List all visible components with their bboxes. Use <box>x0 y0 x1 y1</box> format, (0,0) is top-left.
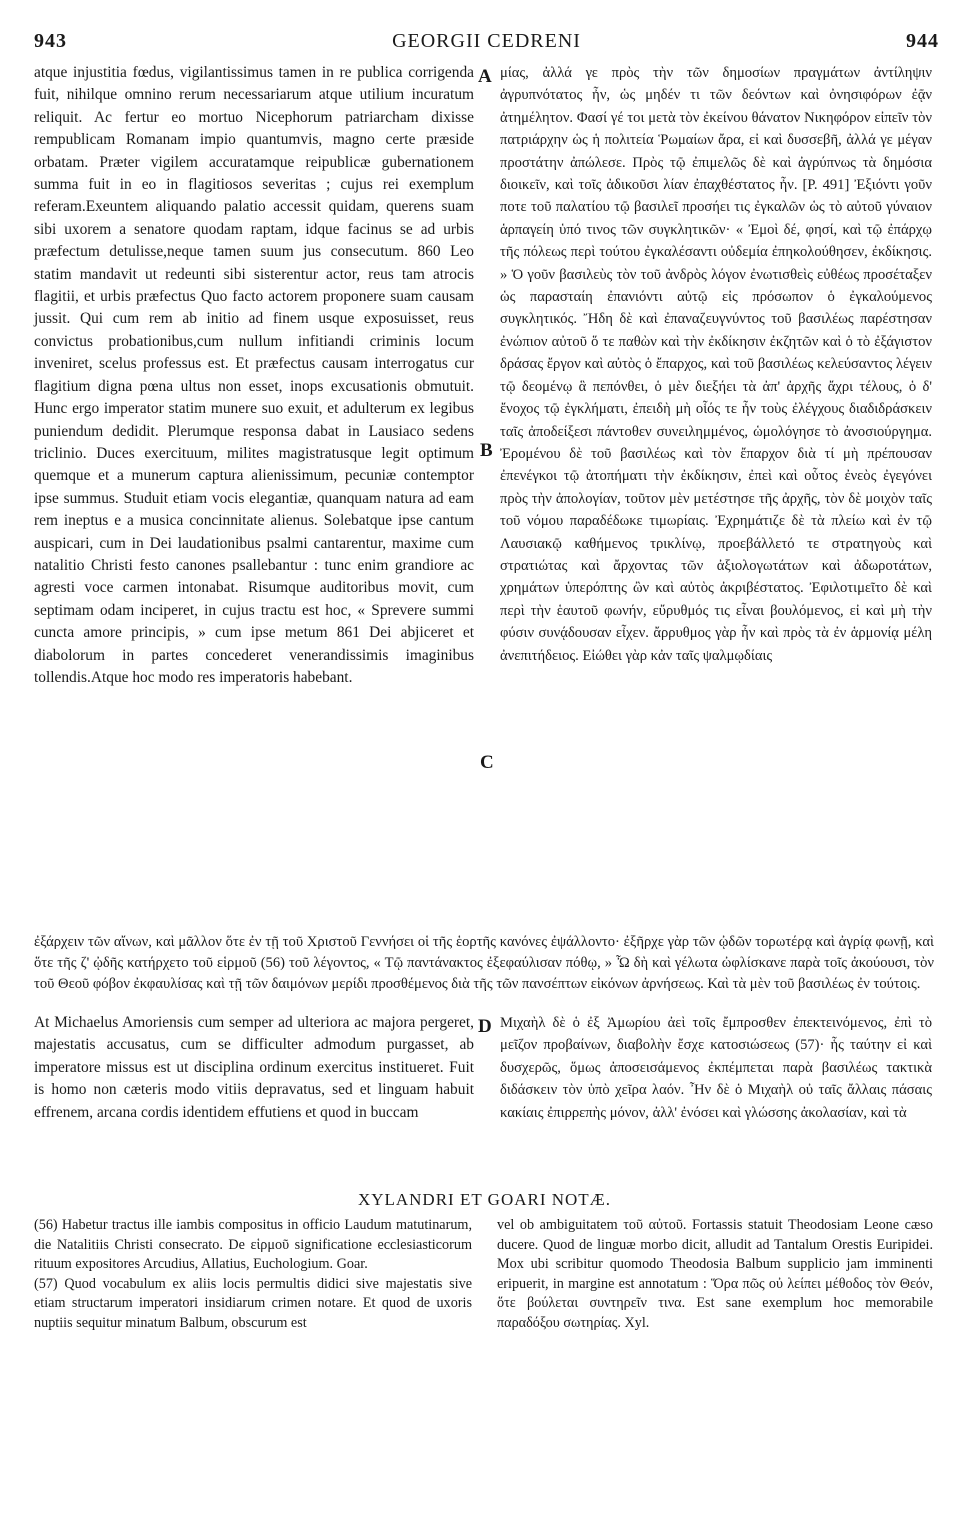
latin-column-lower <box>34 1012 474 1124</box>
right-page-number: 944 <box>906 30 939 52</box>
greek-full-width-passage <box>34 932 934 995</box>
section-marker-d: D <box>478 1016 492 1037</box>
note-57: (57) Quod vocabulum ex aliis locis permultis didici sive majestatis sive etiam structarum imperatori insidiarum crimen notare. Et quod de uxoris nuptiis sequitur minatum Balbum, obscurum est <box>34 1275 472 1331</box>
left-page-number: 943 <box>34 30 67 52</box>
note-continuation: vel ob ambiguitatem τοῦ αὐτοῦ. Fortassis statuit Theodosiam Leone cæso ducere. Quod de linguæ morbo dicit, alludit ad Tantalum Orestis Euripidei. Mox ubi scribitur quomodo Theodosia Balbum supplicio jam imminenti eripuerit, in margine est annotatum : Ὅρα πῶς οὐ λείπει μέθοδος τὸν Θεόν, ὅτε βούλεται συντηρεῖν τινα. Est sane exemplum hoc memorabile παραδόξου σωτηρίας. Xyl. <box>497 1217 933 1331</box>
section-marker-b: B <box>480 440 493 461</box>
latin-column-upper <box>34 62 474 689</box>
section-marker-a: A <box>478 66 492 87</box>
latin-text-lower: At Michaelus Amoriensis cum semper ad ulteriora ac majora pergeret, majestatis accusatus, cum se difficulter admodum purgasset, ab imperatore missus est ut disciplina ordinum exercitus institueret. Fuit is homo non cæteris modo vitiis depravatus, sed et linguam habuit effrenem, arcana cordis identidem effutiens et quod in buccam <box>34 1014 474 1121</box>
note-56: (56) Habetur tractus ille iambis compositus in officio Laudum matutinarum, die Natalitiis Christi consecrato. De εἱρμοῦ significatione ecclesiasticorum rituum expositores Arcudius, Allatius, Euchologium. Goar. <box>34 1217 472 1273</box>
running-title: GEORGII CEDRENI <box>392 30 581 52</box>
greek-text-full: ἐξάρχειν τῶν αἴνων, καὶ μᾶλλον ὅτε ἐν τῇ τοῦ Χριστοῦ Γεννήσει οἱ τῆς ἑορτῆς κανόνες ἐψάλλοντο· ἐξῆρχε γὰρ τῶν ᾠδῶν τορωτέρᾳ καὶ ἀγρίᾳ φωνῇ, καὶ ὅτε τῆς ζ' ᾠδῆς κατήρχετο τοῦ εἱρμοῦ (56) τοῦ λέγοντος, « Τῷ παντάνακτος ἐξεφαύλισαν πόθῳ, » Ὦ δὴ καὶ γέλωτα ὠφλίσκανε παρὰ τοῖς ἀκούουσι, τὸν τοῦ Θεοῦ φόβον ἐκφαυλίσας καὶ τῇ τῶν δαιμόνων μερίδι προσθέμενος διὰ τῆς τῶν πανσέπτων εἰκόνων ἀρνήσεως. Καὶ τὰ μὲν τοῦ βασιλέως ἐν τούτοις. <box>34 934 934 992</box>
greek-text-lower: Μιχαὴλ δὲ ὁ ἐξ Ἀμωρίου ἀεὶ τοῖς ἔμπροσθεν ἐπεκτεινόμενος, ἐπὶ τὸ μεῖζον προβαίνων, διαβολὴν ἔσχε κατοσιώσεως (57)· ἧς ταύτην εἰ καὶ δυσχερῶς, ὅμως ἀποσεισάμενος ἐκπέμπεται παρὰ βασιλέως τακτικὰ διδάσκειν τὸν ὑπὸ χεῖρα λαόν. Ἦν δὲ ὁ Μιχαὴλ οὐ ταῖς ἄλλαις πάσαις κακίαις ἐπιρρεπὴς μόνον, ἀλλ' ἐνόσει καὶ γλώσσης ἀκολασίαν, καὶ τὰ <box>500 1015 932 1121</box>
notes-right-column <box>497 1216 933 1334</box>
page-header <box>34 30 939 56</box>
notes-heading: XYLANDRI ET GOARI NOTÆ. <box>357 1190 612 1209</box>
greek-text-upper: μίας, ἀλλά γε πρὸς τὴν τῶν δημοσίων πραγμάτων ἀντίληψιν ἀγρυπνότατος ἦν, ὡς μηδέν τι τῶν δεόντων καὶ ὀνησιφόρων ἐᾷν ἀτημέλητον. Φασί γέ τοι μετὰ τὸν ἐκείνου θάνατον Νικηφόρον εἰπεῖν τὸν πατριάρχην ὡς ἡ πολιτεία Ῥωμαίων ἄρα, εἰ καὶ δυσσεβῆ, ἀλλά γε μέγαν προστάτην ἀπώλεσε. Πρὸς τῷ ἐπιμελῶς δὲ καὶ ἀγρύπνως τὰ δημόσια διοικεῖν, καὶ τοῖς ἀδικοῦσι λίαν ἐπαχθέστατος ἦν. [P. 491] Ἐξιόντι γοῦν ποτε τοῦ παλατίου τῷ βασιλεῖ προσήει τις ἐγκαλῶν ὡς τὸ αὐτοῦ γύναιον ἁρπαγείη ὑπό τινος τῶν συγκλητικῶν· « Ἐμοὶ δέ, φησί, καὶ τῷ ἐπάρχῳ τῆς πόλεως περὶ τούτου ἐγκαλέσαντι οὐδεμία ἐπηκολούθησεν, ἐκδίκησις. » Ὁ γοῦν βασιλεὺς τὸν τοῦ ἀνδρὸς λόγον ἐνωτισθεὶς εὐθέως προσέταξεν ὡς παρασταίη ἐπανιόντι αὐτῷ εἰς πρόσωπον ὁ ἐγκαλούμενος συγκλητικός. Ἤδη δὲ καὶ ἐπαναζευγνύντος τοῦ βασιλέως παρέστησαν ἐνώπιον αὐτοῦ ὅ τε παθὼν καὶ τὴν ἐκδίκησιν ἐκζητῶν καὶ ὁ τὸ ἐξάγιστον δράσας ἔργον καὶ αὐτὸς ὁ ἔπαρχος, καὶ τοῦ βασιλέως κελεύσαντος λέγειν τῷ δεομένῳ ἃ πεπόνθει, ὁ μὲν διεξήει τὰ ἀπ' ἀρχῆς ἄχρι τέλους, ὁ δ' ἔνοχος τῷ ἐγκλήματι, ἐπειδὴ μὴ οἷός τε ἦν τοὺς ἐλέγχους διαδιδράσκειν ταῖς ἀποδείξεσι πάντοθεν συνειλημμένος, ὡμολόγησε τὸ ἀνοσιούργημα. Ἐρομένου δὲ τοῦ βασιλέως καὶ τὸν ἔπαρχον διὰ τί μὴ πρέπουσαν ἐπενέγκοι τῷ ἀτοπήματι τὴν ἐκδίκησιν, ἐπεὶ καὶ οὗτος ἐνεὸς ἐγεγόνει πρὸς τὴν ἀπολογίαν, τοῦτον μὲν μετέστησε τῆς ἀρχῆς, τὸν δὲ μοιχὸν ταῖς τοῦ νόμου παραδέδωκε τιμωρίαις. Ἐχρημάτιζε δὲ τὰ πλείω καὶ ἐν τῷ Λαυσιακῷ καθήμενος τρικλίνῳ, προεβάλλετό τε στρατηγοὺς καὶ στρατιώτας καὶ ἄρχοντας τῶν ἀξιολογωτάτων καὶ ἀδωροτάτων, χρημάτων ὑπερόπτης ὢν καὶ αὐτὸς ἀκριβέστατος. Ἐφιλοτιμεῖτο δὲ καὶ περὶ τὴν ἑαυτοῦ φωνήν, εὔρυθμός τις εἶναι βουλόμενος, εἰ καὶ μὴ τὴν φύσιν συνᾴδουσαν εἶχεν. ἄρρυθμος γὰρ ἦν καὶ πρὸς τὰ ἐν ἁρμονίᾳ μέλη ἀνεπιτήδειος. Εἰώθει γὰρ κἀν ταῖς ψαλμῳδίαις <box>500 65 932 664</box>
notes-left-column <box>34 1216 472 1334</box>
latin-text-upper: atque injustitia fœdus, vigilantissimus tamen in re publica corrigenda fuit, nihilque omnino rerum necessariarum atque utilium incuratum reliquit. Ac fertur eo mortuo Nicephorum patriarcham dixisse rempublicam Romanam impio quantumvis, magno certe præside orbatam. Præter vigilem accuratamque reipublicæ gubernationem summa fuit in eo in flagitiosos severitas ; cujus rei exemplum referam.Exeuntem aliquando palatio accessit quidam, querens suam sibi uxorem a senatore quodam raptam, idque facinus se ad urbis præfectum detulisse,neque tamen suum jus consecutum. 860 Leo statim mandavit ut redeunti sibi sisterentur actor, reus tam atrocis flagitii, et urbis præfectus Quo facto actorem proponere suam causam jussit. Qui cum rem ab initio ad finem usque exposuisset, reus convictus probationibus,cum nullum infitiandi criminis locum inveniret, scelus professus est. Et præfectus causam interrogatus cur flagitium digna pœna ultus non esset, inops excusationis obmutuit. Hunc ergo imperator statim munere suo exuit, et adulterum ex legibus puniendum dedidit. Plerumque responsa dabat in Lausiaco sedens triclinio. Duces exercituum, milites magistratusque legit optimum quemque et a munerum captura alienissimum, pecuniæ contemptor ipse summus. Studuit etiam vocis elegantiæ, quanquam natura ad eam rem ineptus e a musica concinnitate alienus. Solebatque ipse cantum auspicari, cum in Dei laudationibus psalmi cantarentur, maxime cum natalitio Christi festo canones psallebantur : tunc enim grandiore ac agresti voce carmen intonabat. Risumque auditoribus movit, cum septimam odam inciperet, in cujus tractu est hoc, « Sprevere summi cuncta amore principis, » cum ipse metum 861 Dei abjiceret et diabolorum in partes concederet venerandissimis imaginibus tollendis.Atque hoc modo res imperatoris habebant. <box>34 64 474 686</box>
greek-column-lower <box>500 1012 932 1124</box>
greek-column-upper <box>500 62 932 667</box>
section-marker-c: C <box>480 752 494 773</box>
